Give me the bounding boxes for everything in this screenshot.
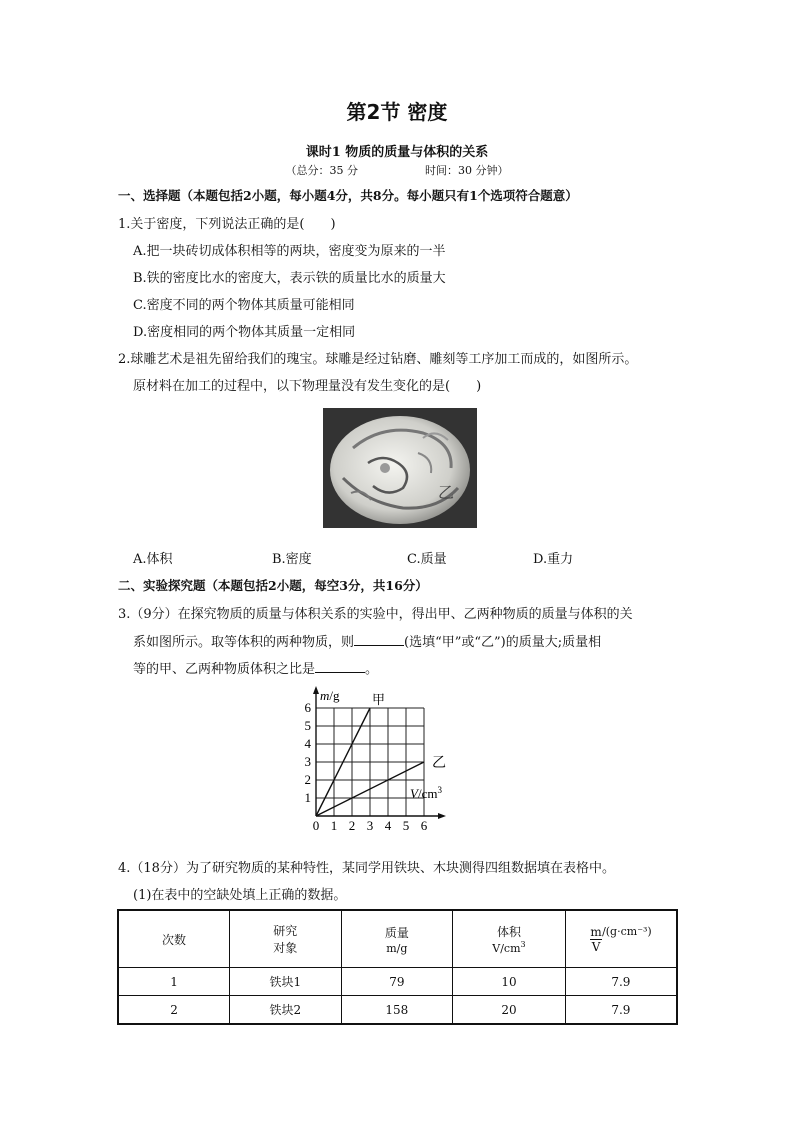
score-time-line bbox=[0, 162, 794, 178]
question-2-stem-line2: 原材料在加工的过程中，以下物理量没有发生变化的是( ) bbox=[133, 379, 482, 394]
question-4-line1: 4.（18分）为了研究物质的某种特性，某同学用铁块、木块测得四组数据填在表格中。 bbox=[118, 861, 615, 876]
cell-volume: 20 bbox=[453, 996, 566, 1025]
cell-object: 铁块2 bbox=[230, 996, 342, 1025]
mass-volume-chart bbox=[290, 686, 510, 838]
x-axis-label: $V/cm^3$ bbox=[410, 785, 442, 801]
question-1-option-b: B.铁的密度比水的密度大，表示铁的质量比水的质量大 bbox=[133, 271, 446, 286]
cell-mass: 79 bbox=[341, 968, 453, 996]
x-tick-label: 1 bbox=[330, 818, 338, 833]
x-tick-label: 6 bbox=[420, 818, 428, 833]
answer-blank-1[interactable] bbox=[354, 633, 404, 646]
table-row bbox=[118, 968, 677, 996]
q3-line2-text-b: (选填“甲”或“乙”)的质量大;质量相 bbox=[404, 635, 602, 650]
x-tick-label: 3 bbox=[366, 818, 374, 833]
x-tick-label: 5 bbox=[402, 818, 410, 833]
series-label: 甲 bbox=[372, 693, 386, 708]
question-2-option-c: C.质量 bbox=[407, 552, 447, 567]
carved-ball-photo bbox=[323, 408, 477, 528]
question-1-option-c: C.密度不同的两个物体其质量可能相同 bbox=[133, 298, 355, 313]
total-score: （总分：35 分 bbox=[285, 164, 358, 177]
cell-mass: 158 bbox=[341, 996, 453, 1025]
question-4-line2: (1)在表中的空缺处填上正确的数据。 bbox=[133, 888, 347, 903]
cell-volume: 10 bbox=[453, 968, 566, 996]
cell-density: 7.9 bbox=[565, 968, 677, 996]
carved-character: 乙 bbox=[438, 483, 455, 502]
question-3-line1: 3.（9分）在探究物质的质量与体积关系的实验中，得出甲、乙两种物质的质量与体积的关 bbox=[118, 607, 633, 622]
y-axis-arrow bbox=[313, 686, 319, 694]
y-axis-label: m/g bbox=[320, 688, 340, 703]
x-tick-label: 4 bbox=[384, 818, 392, 833]
table-header-row bbox=[118, 910, 677, 968]
cell-object: 铁块1 bbox=[230, 968, 342, 996]
y-tick-label: 6 bbox=[304, 700, 311, 715]
x-tick-label: 2 bbox=[348, 818, 356, 833]
answer-blank-2[interactable] bbox=[315, 660, 365, 673]
header-object: 研究 对象 bbox=[230, 910, 342, 968]
cell-count: 1 bbox=[118, 968, 230, 996]
x-axis-arrow bbox=[438, 813, 446, 819]
y-tick-label: 4 bbox=[304, 736, 311, 751]
q3-line2-text-a: 系如图所示。取等体积的两种物质，则 bbox=[133, 635, 355, 650]
question-1-option-d: D.密度相同的两个物体其质量一定相同 bbox=[133, 325, 356, 340]
question-2-stem-line1: 2.球雕艺术是祖先留给我们的瑰宝。球雕是经过钻磨、雕刻等工序加工而成的，如图所示。 bbox=[118, 352, 638, 367]
x-tick-label: 0 bbox=[312, 818, 320, 833]
section-heading-2: 二、实验探究题（本题包括2小题，每空3分，共16分） bbox=[118, 578, 428, 593]
series-label: 乙 bbox=[432, 755, 446, 771]
question-2-option-d: D.重力 bbox=[533, 552, 574, 567]
table-row bbox=[118, 996, 677, 1025]
cell-density: 7.9 bbox=[565, 996, 677, 1025]
question-3-line3 bbox=[133, 658, 378, 677]
header-density: $\frac{m}{V}$ /(g·cm⁻³) bbox=[565, 910, 677, 968]
lesson-subtitle: 课时1 物质的质量与体积的关系 bbox=[305, 145, 489, 160]
q3-line3-text-b: 。 bbox=[365, 662, 379, 677]
question-2-option-a: A.体积 bbox=[133, 552, 173, 567]
data-table bbox=[117, 909, 678, 1025]
time-limit: 时间：30 分钟） bbox=[425, 164, 509, 177]
y-tick-label: 3 bbox=[304, 754, 311, 769]
question-1-stem: 1.关于密度，下列说法正确的是( ) bbox=[118, 217, 336, 232]
header-mass: 质量 m/g bbox=[341, 910, 453, 968]
question-3-line2 bbox=[133, 631, 601, 650]
y-tick-label: 2 bbox=[304, 772, 311, 787]
section-heading-1: 一、选择题（本题包括2小题，每小题4分，共8分。每小题只有1个选项符合题意） bbox=[118, 188, 578, 203]
page-title: 第2节 密度 bbox=[346, 100, 448, 124]
y-tick-label: 5 bbox=[304, 718, 311, 733]
carved-ball-illustration bbox=[323, 408, 477, 528]
q3-line3-text-a: 等的甲、乙两种物质体积之比是 bbox=[133, 662, 316, 677]
header-volume: 体积 $V/cm^3$ bbox=[453, 910, 566, 968]
question-2-option-b: B.密度 bbox=[272, 552, 312, 567]
question-1-option-a: A.把一块砖切成体积相等的两块，密度变为原来的一半 bbox=[133, 244, 446, 259]
header-count: 次数 bbox=[118, 910, 230, 968]
question-2-options bbox=[0, 548, 794, 566]
cell-count: 2 bbox=[118, 996, 230, 1025]
y-tick-label: 1 bbox=[304, 790, 311, 805]
